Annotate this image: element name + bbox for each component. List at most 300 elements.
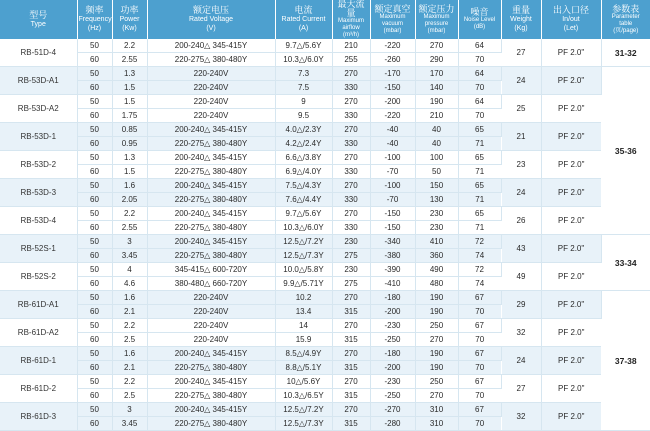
noise-cell: 67 — [458, 291, 501, 305]
header-current — [275, 0, 332, 39]
vac-cell: -170 — [370, 67, 415, 81]
table-row — [0, 67, 650, 81]
noise-cell: 72 — [458, 235, 501, 249]
flow-cell: 315 — [332, 417, 370, 431]
header-type-cn: 型号 — [29, 9, 48, 20]
vac-cell: -200 — [370, 95, 415, 109]
cur-cell: 8.8△/5.1Y — [275, 361, 332, 375]
cur-cell: 12.5△/7.2Y — [275, 403, 332, 417]
freq-cell: 50 — [77, 375, 112, 389]
noise-cell: 71 — [458, 193, 501, 207]
model-cell: RB-61D-A2 — [0, 319, 77, 347]
freq-cell: 60 — [77, 389, 112, 403]
cur-cell: 10.3△/6.5Y — [275, 389, 332, 403]
noise-cell: 64 — [458, 67, 501, 81]
vac-cell: -40 — [370, 123, 415, 137]
flow-cell: 270 — [332, 291, 370, 305]
freq-cell: 60 — [77, 361, 112, 375]
flow-cell: 330 — [332, 193, 370, 207]
volt-cell: 220-275△ 380-480Y — [147, 389, 275, 403]
weight-cell: 24 — [501, 67, 541, 95]
inout-cell: PF 2.0" — [541, 123, 601, 151]
power-cell: 0.85 — [112, 123, 147, 137]
freq-cell: 50 — [77, 179, 112, 193]
pres-cell: 140 — [415, 81, 458, 95]
header-airflow-en2: airflow — [342, 25, 360, 31]
freq-cell: 50 — [77, 123, 112, 137]
freq-cell: 60 — [77, 333, 112, 347]
noise-cell: 72 — [458, 263, 501, 277]
pres-cell: 310 — [415, 417, 458, 431]
inout-cell: PF 2.0" — [541, 403, 601, 431]
vac-cell: -230 — [370, 375, 415, 389]
power-cell: 4.6 — [112, 277, 147, 291]
freq-cell: 50 — [77, 347, 112, 361]
header-weight — [501, 0, 541, 39]
model-cell: RB-51D-4 — [0, 39, 77, 67]
noise-cell: 64 — [458, 95, 501, 109]
cur-cell: 10.3△/6.0Y — [275, 53, 332, 67]
freq-cell: 50 — [77, 95, 112, 109]
volt-cell: 200-240△ 345-415Y — [147, 179, 275, 193]
freq-cell: 50 — [77, 235, 112, 249]
volt-cell: 220-275△ 380-480Y — [147, 53, 275, 67]
flow-cell: 330 — [332, 109, 370, 123]
volt-cell: 220-275△ 380-480Y — [147, 221, 275, 235]
pres-cell: 210 — [415, 109, 458, 123]
parameter-page-cell: 31-32 — [601, 39, 650, 67]
table-row — [0, 291, 650, 305]
header-frequency-en: Frequency — [78, 16, 112, 23]
inout-cell: PF 2.0" — [541, 39, 601, 67]
pres-cell: 50 — [415, 165, 458, 179]
flow-cell: 210 — [332, 39, 370, 53]
volt-cell: 220-240V — [147, 291, 275, 305]
pres-cell: 270 — [415, 333, 458, 347]
freq-cell: 50 — [77, 403, 112, 417]
noise-cell: 71 — [458, 137, 501, 151]
noise-cell: 71 — [458, 221, 501, 235]
parameter-page-cell: 37-38 — [601, 291, 650, 431]
cur-cell: 10.2 — [275, 291, 332, 305]
header-type — [0, 0, 77, 39]
header-inout-en: In/out — [562, 16, 580, 23]
vac-cell: -390 — [370, 263, 415, 277]
header-frequency-unit: (Hz) — [87, 25, 102, 32]
pres-cell: 170 — [415, 67, 458, 81]
pres-cell: 230 — [415, 207, 458, 221]
header-pressure-cn: 额定压力 — [418, 3, 455, 14]
noise-cell: 70 — [458, 81, 501, 95]
header-current-en: Rated Current — [281, 16, 326, 23]
model-cell: RB-61D-A1 — [0, 291, 77, 319]
weight-cell: 32 — [501, 403, 541, 431]
power-cell: 2.2 — [112, 375, 147, 389]
power-cell: 3.45 — [112, 417, 147, 431]
weight-cell: 27 — [501, 39, 541, 67]
inout-cell: PF 2.0" — [541, 235, 601, 263]
table-row — [0, 319, 650, 333]
pres-cell: 190 — [415, 291, 458, 305]
volt-cell: 200-240△ 345-415Y — [147, 375, 275, 389]
power-cell: 4 — [112, 263, 147, 277]
freq-cell: 50 — [77, 39, 112, 53]
flow-cell: 330 — [332, 165, 370, 179]
vac-cell: -250 — [370, 389, 415, 403]
pres-cell: 40 — [415, 123, 458, 137]
table-body — [0, 39, 650, 431]
freq-cell: 60 — [77, 221, 112, 235]
header-weight-unit: (Kg) — [514, 25, 528, 32]
volt-cell: 200-240△ 345-415Y — [147, 347, 275, 361]
noise-cell: 70 — [458, 109, 501, 123]
volt-cell: 200-240△ 345-415Y — [147, 403, 275, 417]
cur-cell: 12.5△/7.2Y — [275, 235, 332, 249]
header-noise-cn: 噪音 — [470, 7, 489, 17]
noise-cell: 67 — [458, 375, 501, 389]
freq-cell: 60 — [77, 417, 112, 431]
header-power-cn: 功率 — [120, 5, 139, 15]
flow-cell: 270 — [332, 319, 370, 333]
vac-cell: -230 — [370, 319, 415, 333]
header-power-unit: (Kw) — [122, 25, 137, 32]
pres-cell: 360 — [415, 249, 458, 263]
flow-cell: 275 — [332, 249, 370, 263]
flow-cell: 330 — [332, 221, 370, 235]
noise-cell: 70 — [458, 417, 501, 431]
noise-cell: 70 — [458, 389, 501, 403]
model-cell: RB-61D-3 — [0, 403, 77, 431]
model-cell: RB-53D-A2 — [0, 95, 77, 123]
pres-cell: 270 — [415, 39, 458, 53]
vac-cell: -340 — [370, 235, 415, 249]
freq-cell: 50 — [77, 263, 112, 277]
header-frequency — [77, 0, 112, 39]
pres-cell: 250 — [415, 375, 458, 389]
power-cell: 1.5 — [112, 95, 147, 109]
noise-cell: 67 — [458, 403, 501, 417]
header-parameter-en1: Parameter — [611, 13, 640, 20]
cur-cell: 12.5△/7.3Y — [275, 249, 332, 263]
flow-cell: 230 — [332, 235, 370, 249]
power-cell: 2.2 — [112, 207, 147, 221]
noise-cell: 70 — [458, 361, 501, 375]
flow-cell: 270 — [332, 67, 370, 81]
header-parameter-unit: (页/page) — [613, 27, 639, 34]
weight-cell: 49 — [501, 263, 541, 291]
header-power-en: Power — [119, 16, 140, 23]
header-airflow — [332, 0, 370, 39]
pres-cell: 270 — [415, 389, 458, 403]
volt-cell: 220-240V — [147, 95, 275, 109]
vac-cell: -260 — [370, 53, 415, 67]
table-row — [0, 403, 650, 417]
volt-cell: 220-275△ 380-480Y — [147, 137, 275, 151]
header-inout — [541, 0, 601, 39]
volt-cell: 220-240V — [147, 81, 275, 95]
power-cell: 2.5 — [112, 389, 147, 403]
inout-cell: PF 2.0" — [541, 347, 601, 375]
power-cell: 1.6 — [112, 179, 147, 193]
pres-cell: 150 — [415, 179, 458, 193]
flow-cell: 315 — [332, 361, 370, 375]
volt-cell: 220-240V — [147, 305, 275, 319]
power-cell: 1.3 — [112, 151, 147, 165]
header-current-unit: (A) — [298, 25, 309, 32]
pres-cell: 480 — [415, 277, 458, 291]
model-cell: RB-61D-1 — [0, 347, 77, 375]
header-pressure-en2: pressure — [424, 20, 449, 27]
noise-cell: 70 — [458, 305, 501, 319]
power-cell: 2.1 — [112, 361, 147, 375]
header-noise — [458, 0, 501, 39]
freq-cell: 50 — [77, 291, 112, 305]
freq-cell: 60 — [77, 165, 112, 179]
inout-cell: PF 2.0" — [541, 291, 601, 319]
vac-cell: -150 — [370, 221, 415, 235]
freq-cell: 60 — [77, 81, 112, 95]
cur-cell: 7.5△/4.3Y — [275, 179, 332, 193]
power-cell: 2.55 — [112, 221, 147, 235]
model-cell: RB-53D-4 — [0, 207, 77, 235]
header-vacuum-en1: Maximum — [379, 13, 406, 20]
header-weight-cn: 重量 — [511, 5, 530, 15]
model-cell: RB-53D-1 — [0, 123, 77, 151]
weight-cell: 25 — [501, 95, 541, 123]
pres-cell: 410 — [415, 235, 458, 249]
header-weight-en: Weight — [510, 16, 532, 23]
vac-cell: -200 — [370, 305, 415, 319]
table-row — [0, 347, 650, 361]
vac-cell: -380 — [370, 249, 415, 263]
power-cell: 1.5 — [112, 81, 147, 95]
cur-cell: 9.5 — [275, 109, 332, 123]
vac-cell: -200 — [370, 361, 415, 375]
volt-cell: 345-415△ 600-720Y — [147, 263, 275, 277]
header-voltage-en: Rated Voltage — [189, 16, 233, 23]
power-cell: 2.1 — [112, 305, 147, 319]
weight-cell: 29 — [501, 291, 541, 319]
flow-cell: 270 — [332, 403, 370, 417]
pres-cell: 290 — [415, 53, 458, 67]
model-cell: RB-53D-2 — [0, 151, 77, 179]
noise-cell: 67 — [458, 347, 501, 361]
flow-cell: 315 — [332, 333, 370, 347]
freq-cell: 60 — [77, 277, 112, 291]
cur-cell: 6.9△/4.0Y — [275, 165, 332, 179]
power-cell: 2.2 — [112, 39, 147, 53]
header-noise-unit: (dB) — [473, 24, 486, 30]
cur-cell: 10△/5.6Y — [275, 375, 332, 389]
freq-cell: 60 — [77, 305, 112, 319]
flow-cell: 330 — [332, 137, 370, 151]
freq-cell: 50 — [77, 67, 112, 81]
vac-cell: -180 — [370, 291, 415, 305]
header-vacuum — [370, 0, 415, 39]
freq-cell: 60 — [77, 249, 112, 263]
power-cell: 1.6 — [112, 347, 147, 361]
power-cell: 0.95 — [112, 137, 147, 151]
vac-cell: -100 — [370, 179, 415, 193]
volt-cell: 220-275△ 380-480Y — [147, 361, 275, 375]
pres-cell: 100 — [415, 151, 458, 165]
flow-cell: 270 — [332, 123, 370, 137]
weight-cell: 21 — [501, 123, 541, 151]
power-cell: 3.45 — [112, 249, 147, 263]
table-row — [0, 123, 650, 137]
header-pressure — [415, 0, 458, 39]
inout-cell: PF 2.0" — [541, 95, 601, 123]
vac-cell: -70 — [370, 165, 415, 179]
vac-cell: -270 — [370, 403, 415, 417]
header-vacuum-en2: vacuum — [381, 20, 403, 27]
header-airflow-en1: Maximum — [337, 18, 364, 24]
table-row — [0, 375, 650, 389]
table-row — [0, 179, 650, 193]
flow-cell: 230 — [332, 263, 370, 277]
model-cell: RB-61D-2 — [0, 375, 77, 403]
cur-cell: 10.0△/5.8Y — [275, 263, 332, 277]
power-cell: 2.2 — [112, 319, 147, 333]
volt-cell: 220-275△ 380-480Y — [147, 193, 275, 207]
volt-cell: 220-275△ 380-480Y — [147, 417, 275, 431]
cur-cell: 6.6△/3.8Y — [275, 151, 332, 165]
header-power — [112, 0, 147, 39]
inout-cell: PF 2.0" — [541, 207, 601, 235]
volt-cell: 380-480△ 660-720Y — [147, 277, 275, 291]
flow-cell: 270 — [332, 95, 370, 109]
parameter-page-cell: 35-36 — [601, 67, 650, 235]
noise-cell: 65 — [458, 123, 501, 137]
volt-cell: 220-240V — [147, 319, 275, 333]
vac-cell: -150 — [370, 207, 415, 221]
header-pressure-en1: Maximum — [423, 13, 450, 20]
power-cell: 1.5 — [112, 165, 147, 179]
vac-cell: -180 — [370, 347, 415, 361]
header-inout-unit: (Let) — [563, 25, 579, 32]
freq-cell: 60 — [77, 137, 112, 151]
vac-cell: -410 — [370, 277, 415, 291]
cur-cell: 9.7△/5.6Y — [275, 39, 332, 53]
header-inout-cn: 出入口径 — [552, 5, 589, 15]
noise-cell: 64 — [458, 39, 501, 53]
power-cell: 1.75 — [112, 109, 147, 123]
volt-cell: 200-240△ 345-415Y — [147, 39, 275, 53]
inout-cell: PF 2.0" — [541, 263, 601, 291]
pres-cell: 230 — [415, 221, 458, 235]
header-parameter-table — [601, 0, 650, 39]
pres-cell: 130 — [415, 193, 458, 207]
volt-cell: 220-275△ 380-480Y — [147, 165, 275, 179]
model-cell: RB-53D-A1 — [0, 67, 77, 95]
pres-cell: 250 — [415, 319, 458, 333]
pres-cell: 190 — [415, 347, 458, 361]
vac-cell: -220 — [370, 109, 415, 123]
flow-cell: 270 — [332, 179, 370, 193]
freq-cell: 50 — [77, 207, 112, 221]
volt-cell: 220-240V — [147, 109, 275, 123]
pres-cell: 40 — [415, 137, 458, 151]
table-row — [0, 151, 650, 165]
header-frequency-cn: 频率 — [85, 5, 104, 15]
inout-cell: PF 2.0" — [541, 179, 601, 207]
cur-cell: 9.7△/5.6Y — [275, 207, 332, 221]
inout-cell: PF 2.0" — [541, 67, 601, 95]
weight-cell: 23 — [501, 151, 541, 179]
inout-cell: PF 2.0" — [541, 375, 601, 403]
table-row — [0, 95, 650, 109]
noise-cell: 70 — [458, 53, 501, 67]
power-cell: 3 — [112, 403, 147, 417]
flow-cell: 270 — [332, 151, 370, 165]
weight-cell: 43 — [501, 235, 541, 263]
table-row — [0, 207, 650, 221]
freq-cell: 60 — [77, 109, 112, 123]
freq-cell: 50 — [77, 151, 112, 165]
vac-cell: -220 — [370, 39, 415, 53]
cur-cell: 12.5△/7.3Y — [275, 417, 332, 431]
flow-cell: 270 — [332, 375, 370, 389]
noise-cell: 74 — [458, 277, 501, 291]
volt-cell: 220-240V — [147, 333, 275, 347]
vac-cell: -100 — [370, 151, 415, 165]
volt-cell: 200-240△ 345-415Y — [147, 235, 275, 249]
volt-cell: 220-275△ 380-480Y — [147, 249, 275, 263]
cur-cell: 7.6△/4.4Y — [275, 193, 332, 207]
pres-cell: 190 — [415, 305, 458, 319]
header-parameter-en2: table — [619, 20, 633, 27]
table-row — [0, 39, 650, 53]
header-voltage-cn: 额定电压 — [192, 5, 229, 15]
header-noise-en: Noise Level — [463, 17, 496, 23]
noise-cell: 70 — [458, 333, 501, 347]
header-current-cn: 电流 — [294, 5, 313, 15]
header-voltage — [147, 0, 275, 39]
power-cell: 2.55 — [112, 53, 147, 67]
cur-cell: 9.9△/5.71Y — [275, 277, 332, 291]
pres-cell: 190 — [415, 361, 458, 375]
pres-cell: 190 — [415, 95, 458, 109]
weight-cell: 32 — [501, 319, 541, 347]
power-cell: 1.3 — [112, 67, 147, 81]
model-cell: RB-53D-3 — [0, 179, 77, 207]
parameter-page-cell: 33-34 — [601, 235, 650, 291]
noise-cell: 74 — [458, 249, 501, 263]
power-cell: 2.05 — [112, 193, 147, 207]
weight-cell: 27 — [501, 375, 541, 403]
flow-cell: 270 — [332, 347, 370, 361]
table-row — [0, 235, 650, 249]
freq-cell: 60 — [77, 193, 112, 207]
header-airflow-unit: (m³/h) — [343, 32, 359, 38]
model-cell: RB-52S-2 — [0, 263, 77, 291]
header-airflow-cn: 最大流量 — [337, 0, 365, 18]
flow-cell: 270 — [332, 207, 370, 221]
flow-cell: 275 — [332, 277, 370, 291]
vac-cell: -70 — [370, 193, 415, 207]
header-vacuum-cn: 额定真空 — [374, 3, 411, 14]
volt-cell: 200-240△ 345-415Y — [147, 123, 275, 137]
noise-cell: 67 — [458, 319, 501, 333]
noise-cell: 65 — [458, 151, 501, 165]
cur-cell: 4.2△/2.4Y — [275, 137, 332, 151]
freq-cell: 60 — [77, 53, 112, 67]
header-parameter-cn: 参数表 — [612, 3, 640, 14]
volt-cell: 200-240△ 345-415Y — [147, 207, 275, 221]
vac-cell: -250 — [370, 333, 415, 347]
model-cell: RB-52S-1 — [0, 235, 77, 263]
weight-cell: 24 — [501, 347, 541, 375]
